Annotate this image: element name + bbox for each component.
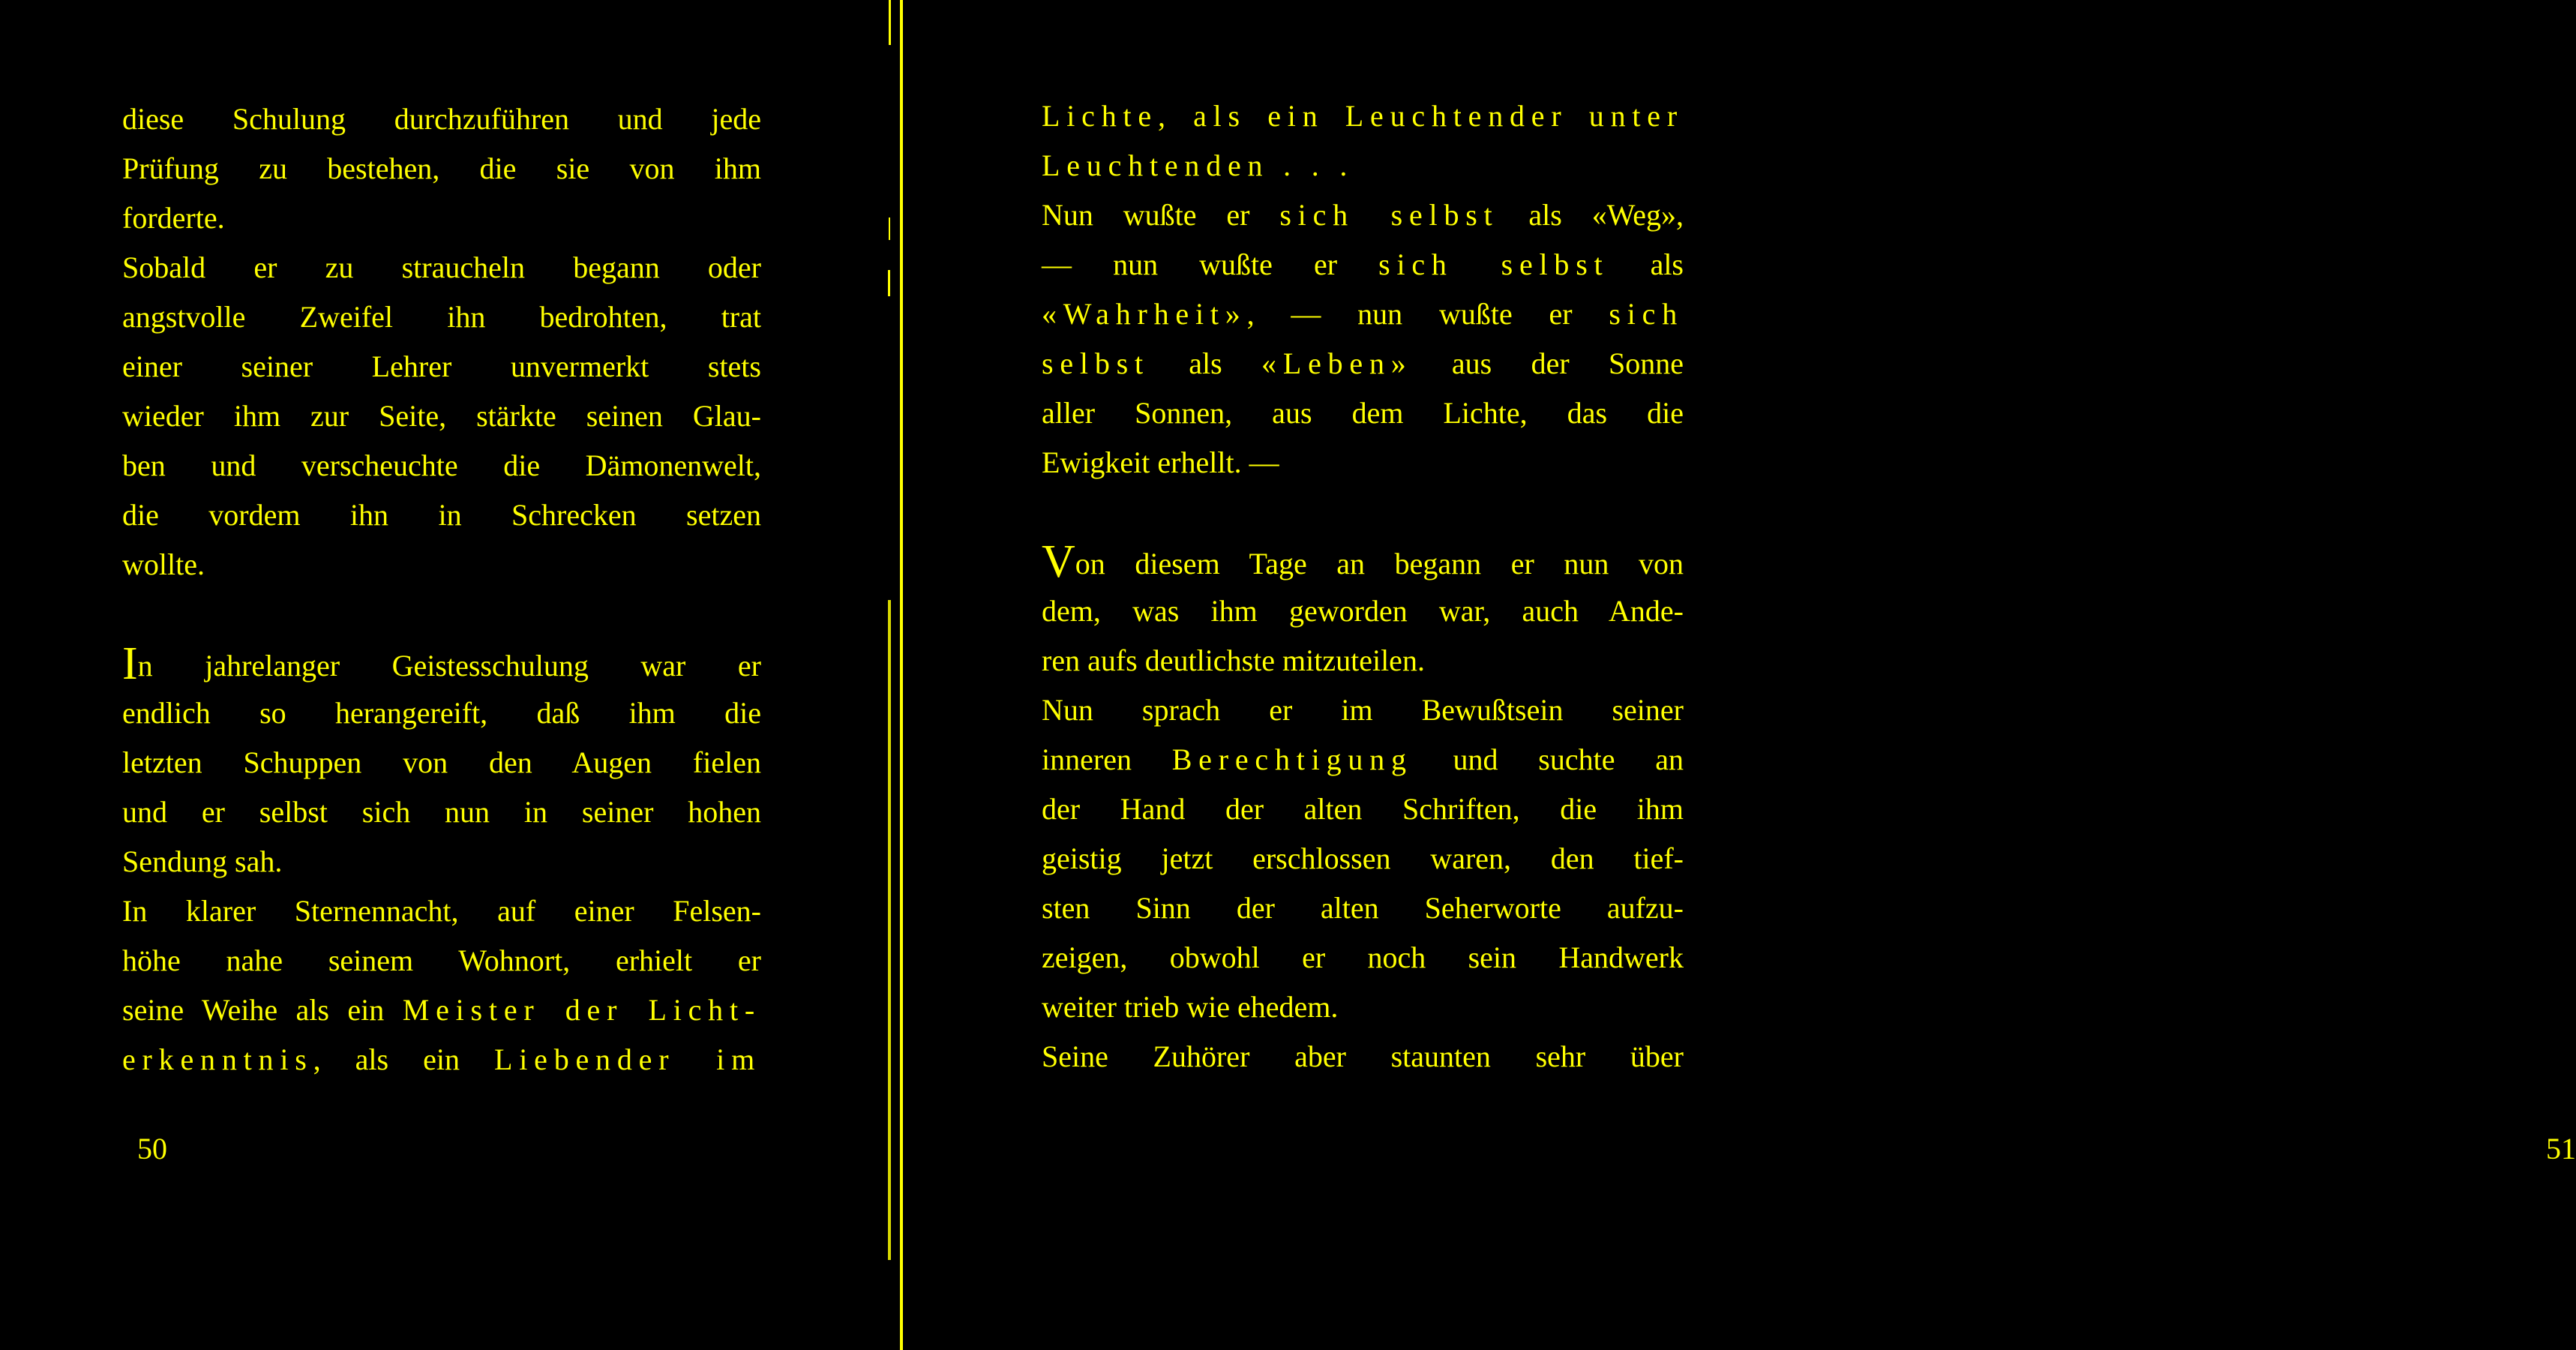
text-line: Nun sprach er im Bewußtsein seiner: [1042, 693, 1684, 727]
text-line: zeigen, obwohl er noch sein Handwerk: [1042, 940, 1684, 974]
text-span: — nun wußte er: [1042, 248, 1379, 281]
text-line: wieder ihm zur Seite, stärkte seinen Glau-: [122, 399, 761, 433]
text-span: als: [1609, 248, 1684, 281]
emphasis-span: sich: [1609, 297, 1684, 331]
text-line: einer seiner Lehrer unvermerkt stets: [122, 350, 761, 383]
text-line: und er selbst sich nun in seiner hohen: [122, 795, 761, 829]
text-span: on diesem Tage an begann er nun von: [1075, 547, 1684, 580]
text-line: [1042, 197, 1684, 233]
text-line: ren aufs deutlichste mitzuteilen.: [1042, 644, 1425, 677]
right-page: [900, 0, 2576, 1350]
emphasis-span: sich selbst: [1378, 248, 1609, 281]
text-line: forderte.: [122, 201, 225, 235]
text-line: [122, 1042, 761, 1078]
text-line: [122, 992, 761, 1028]
text-line: [1042, 247, 1684, 283]
text-line: letzten Schuppen von den Augen fielen: [122, 746, 761, 779]
text-line: der Hand der alten Schriften, die ihm: [1042, 792, 1684, 826]
text-line: dem, was ihm geworden war, auch Ande-: [1042, 594, 1684, 628]
emphasis-span: Liebender im: [494, 1042, 761, 1076]
text-line: die vordem ihn in Schrecken setzen: [122, 498, 761, 532]
text-span: als «Weg»,: [1498, 198, 1684, 232]
text-span: , — nun wußte er: [1246, 297, 1609, 331]
text-line: geistig jetzt erschlossen waren, den tief-: [1042, 842, 1684, 875]
text-span: n jahrelanger Geistesschulung war er: [137, 649, 761, 682]
text-span: als: [1149, 346, 1262, 380]
initial-letter: I: [122, 638, 138, 689]
text-line: [1042, 742, 1684, 778]
initial-letter: V: [1042, 536, 1075, 587]
text-line: [1042, 296, 1684, 332]
text-line: Seine Zuhörer aber staunten sehr über: [1042, 1040, 1684, 1073]
text-line: weiter trieb wie ehedem.: [1042, 990, 1339, 1024]
emphasis-span: Meister der Licht-: [402, 993, 762, 1027]
emphasis-span: selbst: [1042, 346, 1150, 380]
text-span: Nun wußte er: [1042, 198, 1280, 232]
text-line: Lichte, als ein Leuchtender unter: [1042, 99, 1684, 133]
text-line: diese Schulung durchzuführen und jede: [122, 102, 761, 136]
text-span: aus der Sonne: [1412, 346, 1684, 380]
text-span: seine Weihe als ein: [122, 993, 403, 1027]
text-span: und suchte an: [1412, 742, 1684, 776]
gutter-speck: [888, 600, 891, 1260]
text-line: Sendung sah.: [122, 844, 283, 878]
paragraph-start-line: [122, 638, 761, 689]
gutter-speck: [889, 218, 890, 240]
text-line: angstvolle Zweifel ihn bedrohten, trat: [122, 300, 761, 334]
text-span: , als ein: [313, 1042, 494, 1076]
text-line: [1042, 346, 1684, 382]
left-page: [0, 0, 885, 1350]
text-line: wollte.: [122, 548, 205, 581]
text-line: Prüfung zu bestehen, die sie von ihm: [122, 152, 761, 185]
text-line: höhe nahe seinem Wohnort, erhielt er: [122, 944, 761, 977]
emphasis-span: «Wahrheit»: [1042, 297, 1247, 331]
gutter-speck: [889, 0, 891, 45]
gutter-speck: [888, 270, 890, 296]
text-line: sten Sinn der alten Seherworte aufzu-: [1042, 891, 1684, 925]
emphasis-span: «Leben»: [1261, 346, 1413, 380]
emphasis-span: Berechtigung: [1171, 742, 1413, 776]
text-line: Ewigkeit erhellt. —: [1042, 446, 1279, 479]
emphasis-span: sich selbst: [1279, 198, 1499, 232]
text-line: Leuchtenden . . .: [1042, 148, 1354, 182]
page-number: 51: [2546, 1132, 2576, 1166]
text-line: ben und verscheuchte die Dämonenwelt,: [122, 448, 761, 482]
text-span: inneren: [1042, 742, 1172, 776]
paragraph-start-line: [1042, 536, 1684, 587]
page-number: 50: [137, 1132, 167, 1166]
text-line: Sobald er zu straucheln begann oder: [122, 250, 761, 284]
text-line: In klarer Sternennacht, auf einer Felsen-: [122, 894, 761, 928]
text-line: endlich so herangereift, daß ihm die: [122, 696, 761, 730]
text-line: aller Sonnen, aus dem Lichte, das die: [1042, 396, 1684, 430]
emphasis-span: erkenntnis: [122, 1042, 313, 1076]
